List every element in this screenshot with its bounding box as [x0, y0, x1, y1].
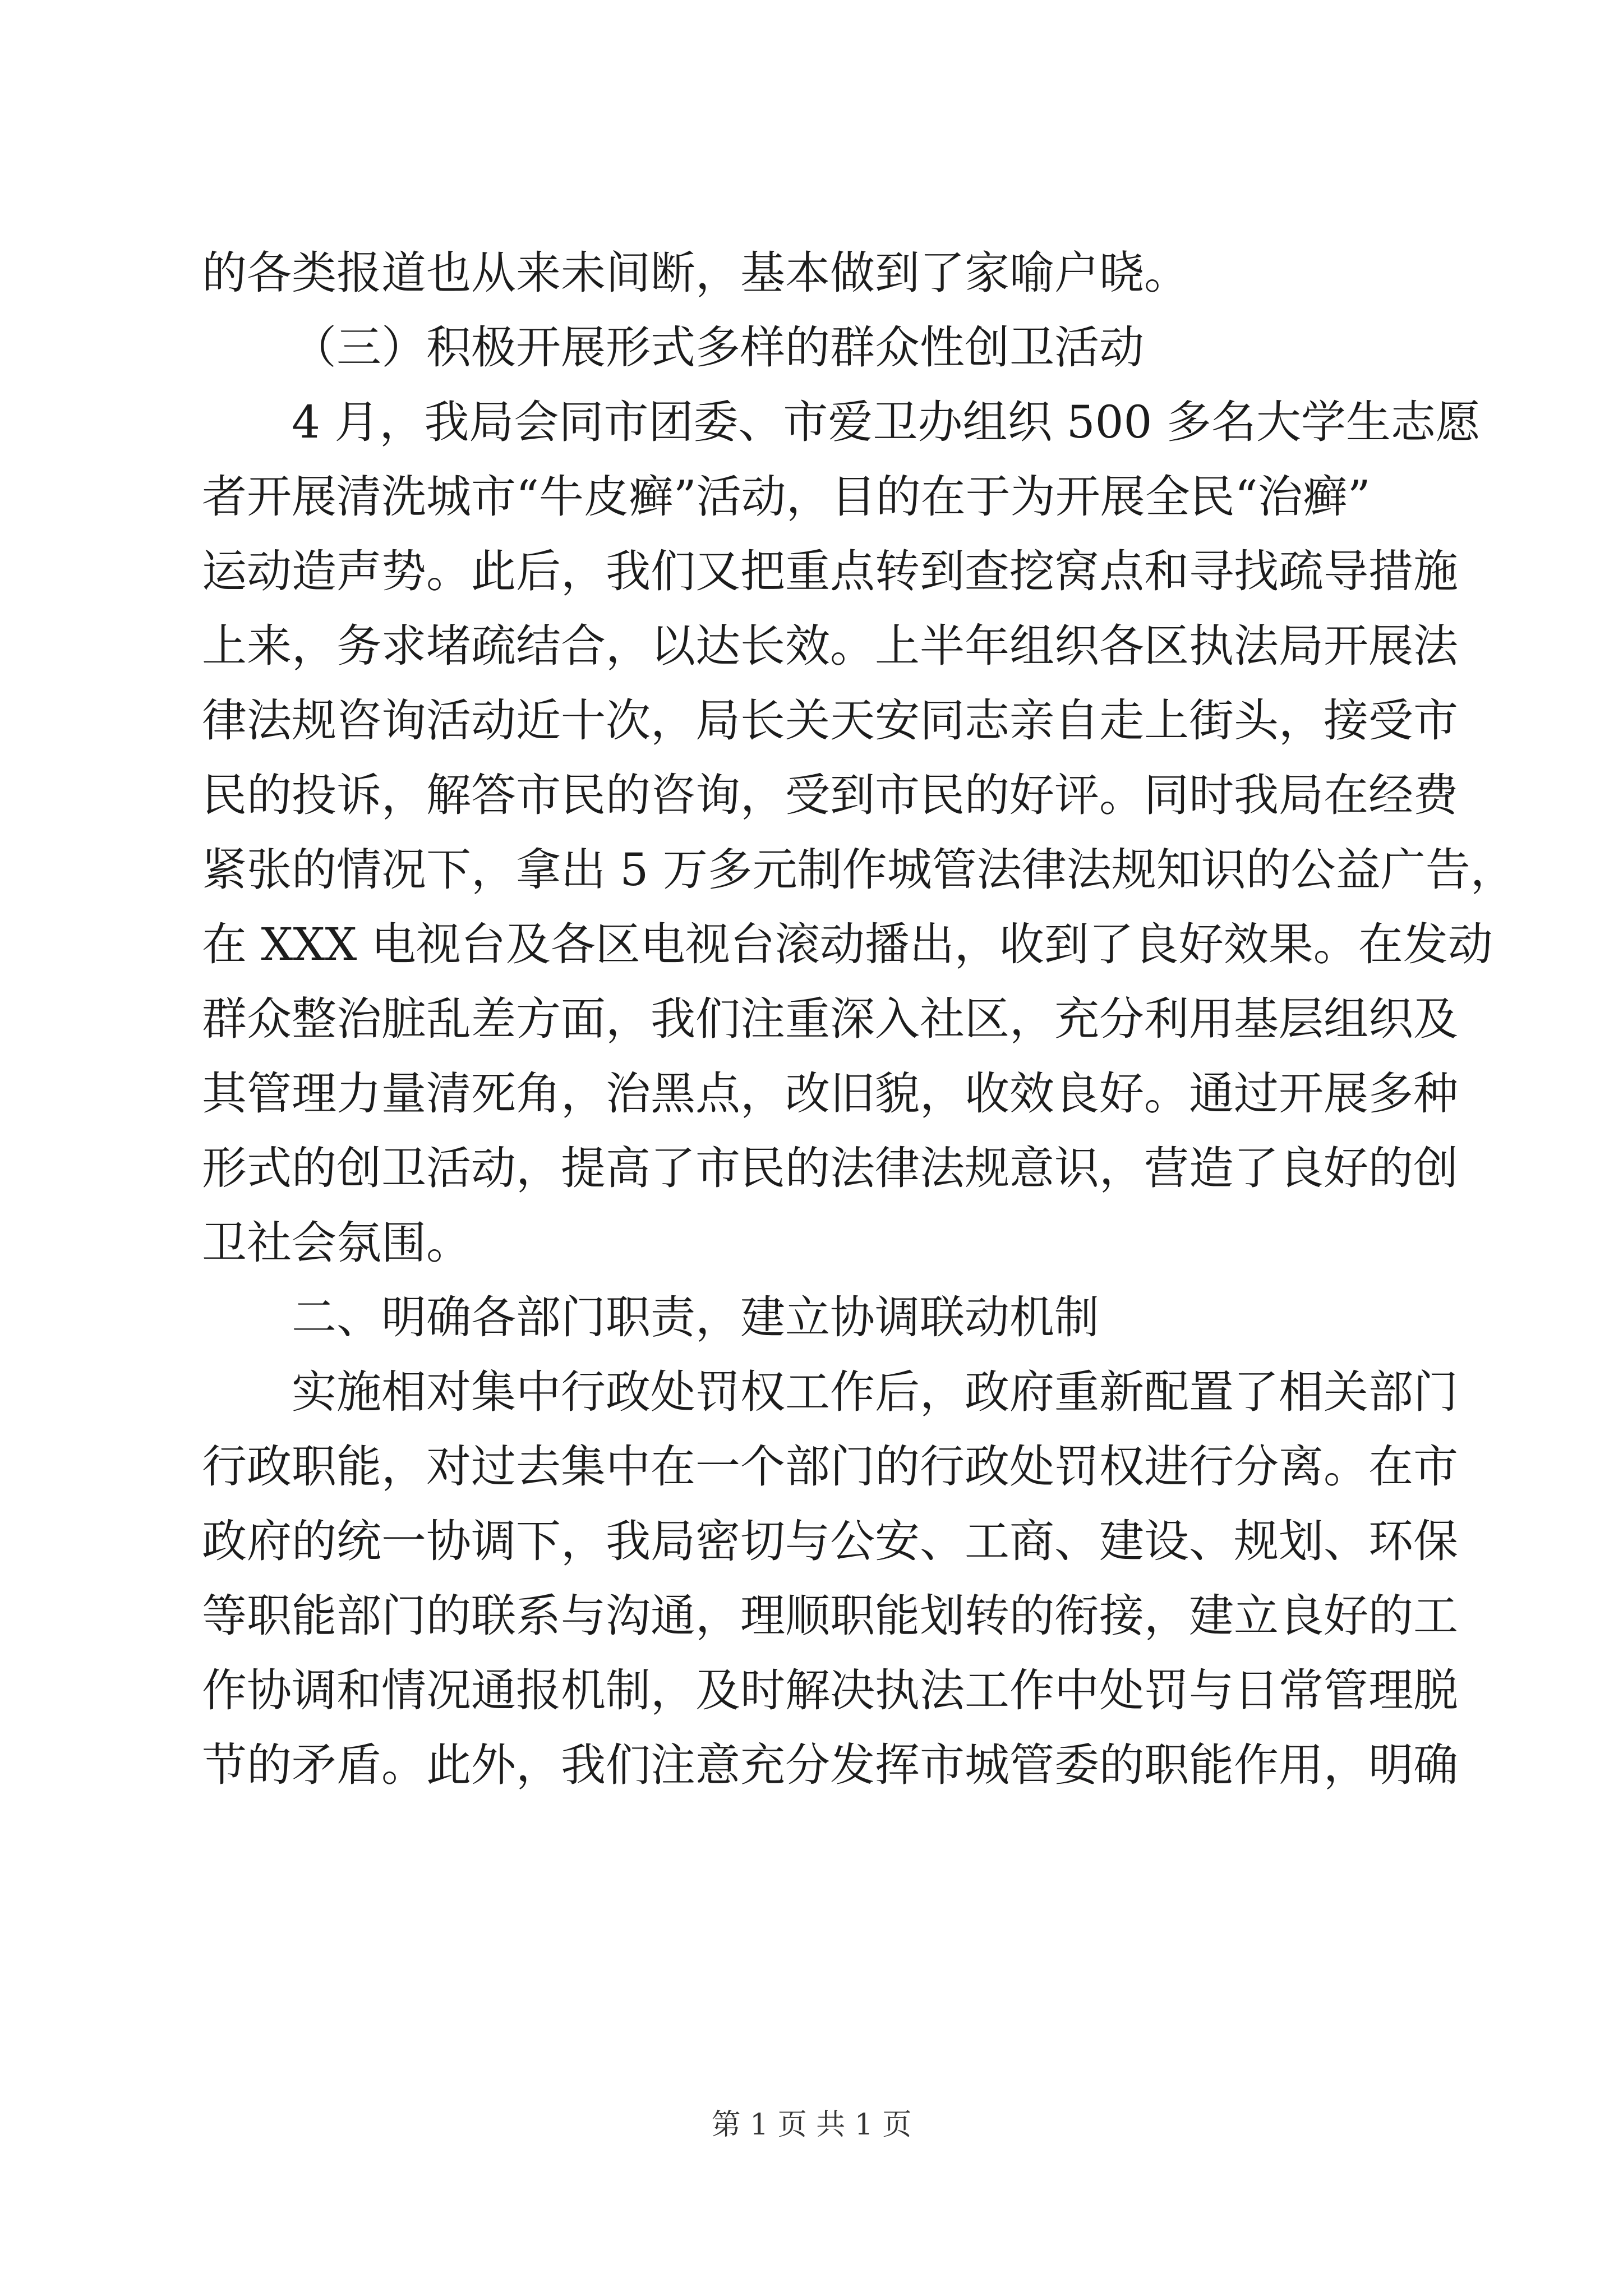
text-line: 其管理力量清死角，治黑点，改旧貌，收效良好。通过开展多种	[202, 1068, 1458, 1120]
page-footer: 第 1 页 共 1 页	[711, 2108, 912, 2142]
text-line: 民的投诉，解答市民的咨询，受到市民的好评。同时我局在经费	[202, 769, 1458, 821]
text-line: 4 月，我局会同市团委、市爱卫办组织 500 多名大学生志愿	[292, 396, 1481, 448]
document-body	[202, 236, 1515, 1802]
section-heading: （三）积极开展形式多样的群众性创卫活动	[292, 321, 1144, 374]
text-line: 上来，务求堵疏结合，以达长效。上半年组织各区执法局开展法	[202, 620, 1458, 672]
text-line: 卫社会氛围。	[202, 1217, 471, 1269]
text-line: 节的矛盾。此外，我们注意充分发挥市城管委的职能作用，明确	[202, 1739, 1458, 1791]
text-line: 律法规咨询活动近十次，局长关天安同志亲自走上街头，接受市	[202, 694, 1458, 747]
text-line: 行政职能，对过去集中在一个部门的行政处罚权进行分离。在市	[202, 1441, 1458, 1493]
text-line: 群众整治脏乱差方面，我们注重深入社区，充分利用基层组织及	[202, 993, 1458, 1045]
text-line: 作协调和情况通报机制，及时解决执法工作中处罚与日常管理脱	[202, 1664, 1458, 1717]
section-heading: 二、明确各部门职责，建立协调联动机制	[292, 1291, 1099, 1343]
text-line: 在 XXX 电视台及各区电视台滚动播出，收到了良好效果。在发动	[202, 918, 1493, 970]
text-line: 实施相对集中行政处罚权工作后，政府重新配置了相关部门	[292, 1366, 1458, 1418]
text-line: 等职能部门的联系与沟通，理顺职能划转的衔接，建立良好的工	[202, 1590, 1458, 1642]
text-line: 政府的统一协调下，我局密切与公安、工商、建设、规划、环保	[202, 1515, 1458, 1567]
text-line: 的各类报道也从来未间断，基本做到了家喻户晓。	[202, 247, 1189, 299]
text-line: 运动造声势。此后，我们又把重点转到查挖窝点和寻找疏导措施	[202, 545, 1458, 597]
text-line: 形式的创卫活动，提高了市民的法律法规意识，营造了良好的创	[202, 1142, 1458, 1194]
text-line: 紧张的情况下，拿出 5 万多元制作城管法律法规知识的公益广告，	[202, 844, 1515, 896]
text-line: 者开展清洗城市“牛皮癣”活动，目的在于为开展全民“治癣”	[202, 471, 1371, 523]
